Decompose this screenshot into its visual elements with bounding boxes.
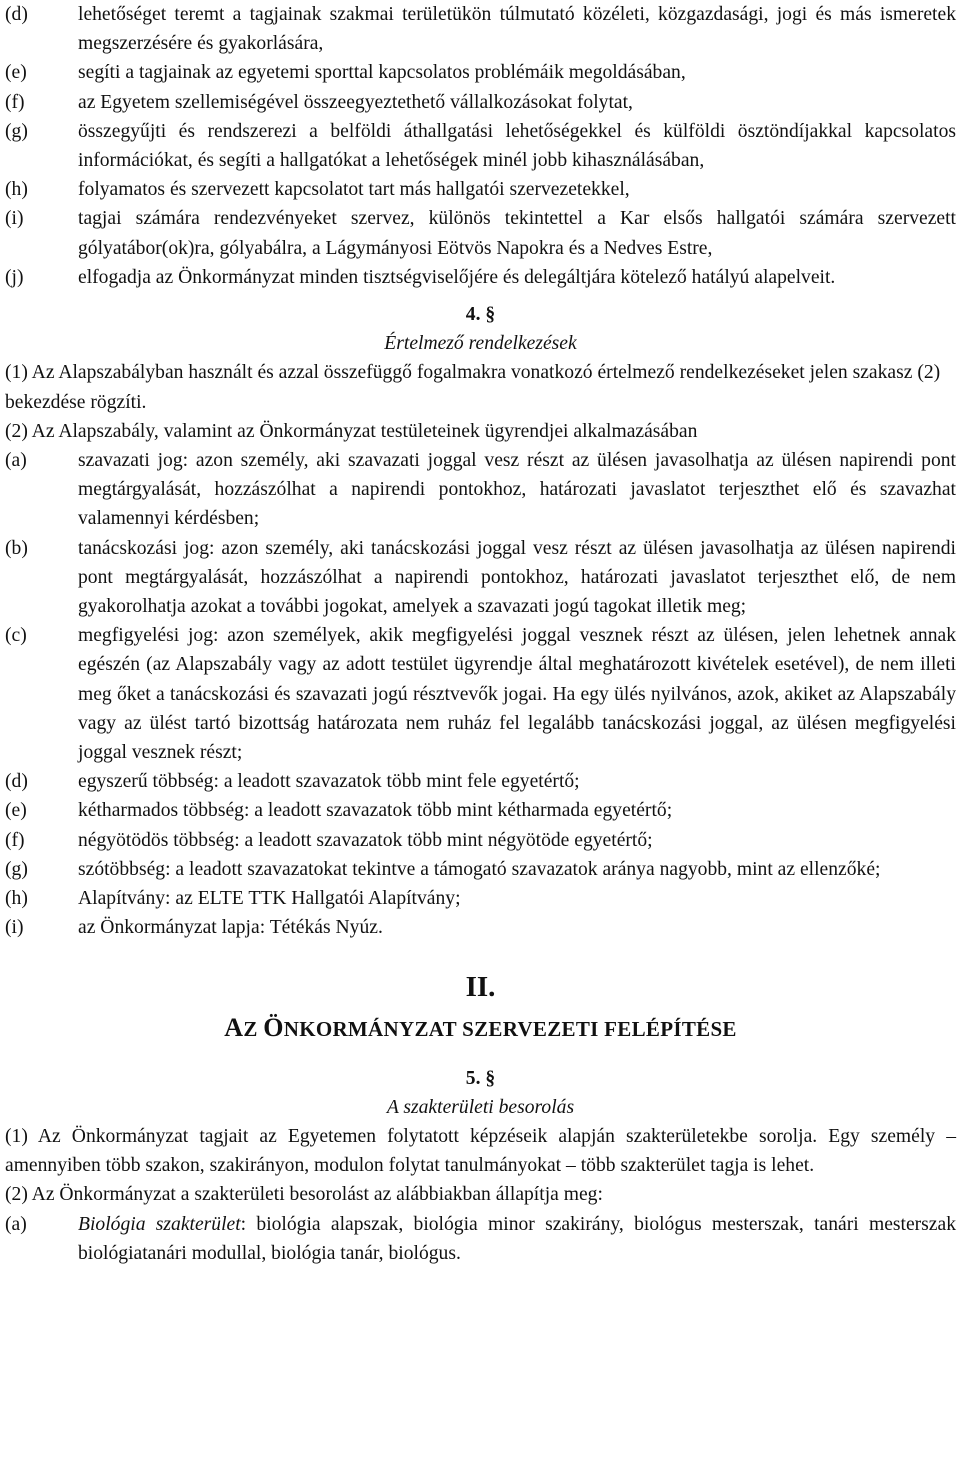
section-5-paragraph-1: (1) Az Önkormányzat tagjait az Egyetemen folytatott képzéseik alapján szakterületekbe sorolja. Egy személy – amennyiben több szakon, szakirányon, modulon folytat tanulmányokat – több szakterület tagja is lehet.	[5, 1125, 956, 1177]
item-marker: (f)	[5, 829, 25, 851]
list-item	[5, 0, 956, 58]
item-marker: (f)	[5, 91, 25, 113]
item-text: megfigyelési jog: azon személyek, akik megfigyelési joggal vesznek részt az ülésen, jelen lehetnek annak egészén (az Alapszabály vagy az adott testület ügyrendje által meghatározott kivételek esetével), de nem illeti meg őket a tanácskozási és szavazati jogú résztvevők jogai. Ha egy ülés nyilvános, azok, akiket az Alapszabály vagy az ülést tartó bizottság határozata nem ruház fel legalább tanácskozási joggal, az ülésen megfigyelési joggal vesznek részt;	[78, 625, 956, 764]
item-marker: (h)	[5, 888, 28, 910]
chapter-title-a: A	[224, 1012, 244, 1042]
list-definitions	[5, 446, 956, 942]
item-marker: (g)	[5, 858, 28, 880]
section-4-number: 4. §	[465, 304, 496, 326]
item-marker: (a)	[5, 1213, 27, 1235]
item-marker: (b)	[5, 537, 28, 559]
item-marker: (j)	[5, 266, 24, 288]
list-item	[5, 175, 956, 204]
chapter-title-rest: NKORMÁNYZAT SZERVEZETI FELÉPÍTÉSE	[283, 1016, 737, 1041]
item-text: tagjai számára rendezvényeket szervez, különös tekintettel a Kar elsős hallgatói számára szervezett gólyatábor(ok)ra, gólyabálra, a Lágymányosi Eötvös Napokra és a Nedves Estre,	[78, 208, 956, 259]
item-marker: (h)	[5, 179, 28, 201]
item-text: szavazati jog: azon személy, aki szavazati joggal vesz részt az ülésen javasolhatja az ülésen napirendi pont megtárgyalását, hozzászólhat a napirendi pontokhoz, határozati javaslatot terjeszthet elő és szavazhat valamennyi kérdésben;	[78, 450, 956, 530]
list-item	[5, 621, 956, 767]
list-item	[5, 263, 956, 292]
item-text: az Egyetem szellemiségével összeegyeztethető vállalkozásokat folytat,	[78, 91, 633, 113]
item-marker: (d)	[5, 4, 28, 25]
section-4-title: Értelmező rendelkezések	[384, 333, 577, 355]
item-marker: (e)	[5, 62, 27, 84]
item-text: elfogadja az Önkormányzat minden tisztségviselőjére és delegáltjára kötelező hatályú alapelveit.	[78, 266, 836, 288]
item-marker: (e)	[5, 800, 27, 822]
chapter-number: II.	[465, 970, 496, 1003]
list-item	[5, 117, 956, 175]
section-5-number: 5. §	[465, 1067, 496, 1089]
item-text: lehetőséget teremt a tagjainak szakmai területükön túlmutató közéleti, közgazdasági, jogi és más ismeretek megszerzésére és gyakorlására,	[78, 4, 956, 55]
item-definition: : biológia alapszak, biológia minor szakirány, biológus mesterszak, tanári mesterszak biológiatanári modullal, biológia tanár, biológus.	[78, 1213, 956, 1264]
item-text: szótöbbség: a leadott szavazatokat tekintve a támogató szavazatok aránya nagyobb, mint az ellenzőké;	[78, 858, 881, 880]
item-text: Alapítvány: az ELTE TTK Hallgatói Alapítvány;	[78, 888, 461, 910]
list-item	[5, 767, 956, 796]
item-text: tanácskozási jog: azon személy, aki tanácskozási joggal vesz részt az ülésen javasolhatja az ülésen napirendi pont megtárgyalását, hozzászólhat a napirendi pontokhoz, határozati javaslatot terjeszthet elő, de nem gyakorolhatja azokat a további jogokat, amelyek a szavazati jogú tagokat illetik meg;	[78, 537, 956, 618]
list-item	[5, 884, 956, 913]
item-marker: (a)	[5, 450, 27, 472]
chapter-title	[5, 1011, 956, 1046]
item-text: négyötödös többség: a leadott szavazatok több mint négyötöde egyetértő;	[78, 829, 653, 851]
item-text: segíti a tagjainak az egyetemi sporttal kapcsolatos problémáik megoldásában,	[78, 62, 686, 84]
list-item	[5, 855, 956, 884]
list-item	[5, 446, 956, 534]
item-text: folyamatos és szervezett kapcsolatot tart más hallgatói szervezetekkel,	[78, 179, 630, 201]
list-item	[5, 534, 956, 622]
item-term: Biológia szakterület	[78, 1213, 241, 1235]
item-text: az Önkormányzat lapja: Tétékás Nyúz.	[78, 917, 383, 939]
list-item	[5, 204, 956, 262]
list-item	[5, 88, 956, 117]
chapter-title-z: Z	[243, 1016, 264, 1041]
item-text: összegyűjti és rendszerezi a belföldi áthallgatási lehetőségekkel és külföldi ösztöndíjakkal kapcsolatos információkat, és segíti a hallgatókat a lehetőségek minél jobb kihasználásában,	[78, 120, 956, 172]
item-text: egyszerű többség: a leadott szavazatok több mint fele egyetértő;	[78, 771, 580, 793]
item-text: kétharmados többség: a leadott szavazatok több mint kétharmada egyetértő;	[78, 800, 673, 822]
list-item	[5, 826, 956, 855]
section-4-paragraph-2: (2) Az Alapszabály, valamint az Önkormányzat testületeinek ügyrendjei alkalmazásában	[5, 420, 698, 442]
item-marker: (c)	[5, 625, 27, 647]
list-item	[5, 1210, 956, 1268]
item-marker: (d)	[5, 771, 28, 793]
section-5-title: A szakterületi besorolás	[386, 1096, 575, 1118]
item-marker: (g)	[5, 120, 28, 142]
chapter-title-o: Ö	[263, 1012, 284, 1042]
list-item	[5, 58, 956, 87]
item-marker: (i)	[5, 208, 24, 230]
section-5-paragraph-2: (2) Az Önkormányzat a szakterületi besorolást az alábbiakban állapítja meg:	[5, 1184, 603, 1206]
list-item	[5, 913, 956, 942]
section-4-paragraph-1: (1) Az Alapszabályban használt és azzal összefüggő fogalmakra vonatkozó értelmező rendelkezéseket jelen szakasz (2) bekezdése rögzíti.	[5, 362, 941, 413]
item-text	[78, 1210, 956, 1268]
list-item	[5, 796, 956, 825]
item-marker: (i)	[5, 917, 24, 939]
list-objectives	[5, 0, 956, 292]
